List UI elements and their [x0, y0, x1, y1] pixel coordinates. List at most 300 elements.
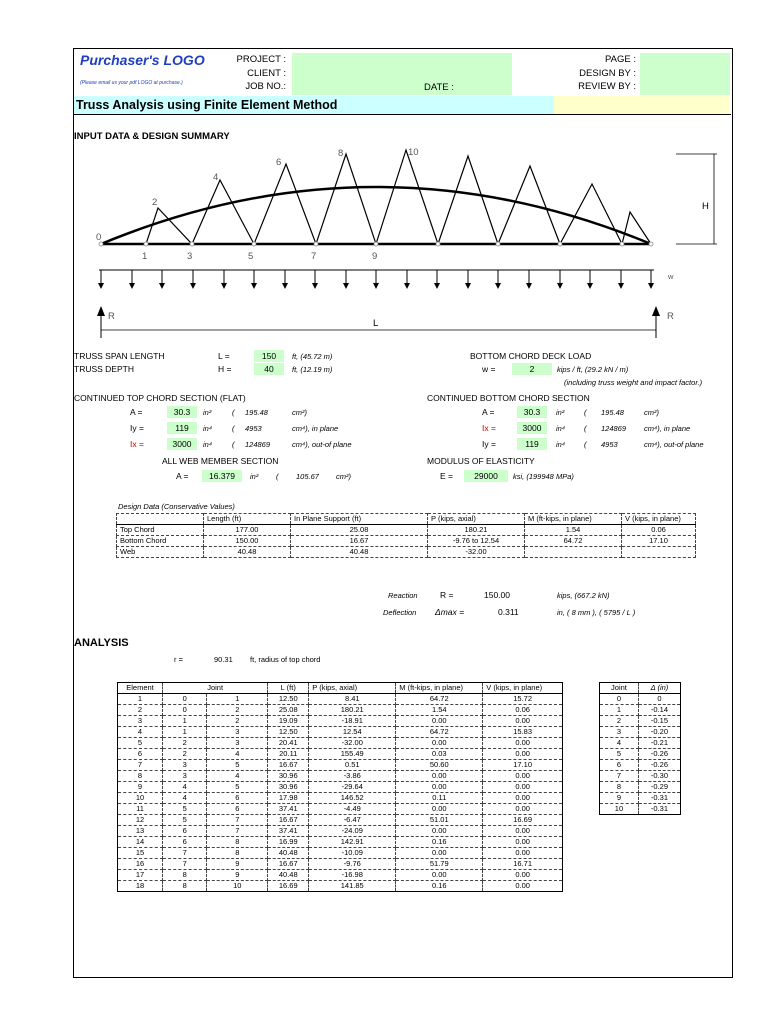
element-cell: 0.00 [396, 716, 483, 727]
joint-label-6: 6 [276, 157, 282, 168]
reaction-label: Reaction [388, 591, 418, 600]
joint-cell: 3 [600, 727, 639, 738]
deck-load-input[interactable]: 2 [512, 363, 552, 375]
joint-label-0: 0 [96, 232, 102, 243]
top-chord-section-label: CONTINUED TOP CHORD SECTION (FLAT) [74, 393, 246, 403]
element-cell: 16.67 [268, 815, 309, 826]
web-area-input[interactable]: 16.379 [202, 470, 242, 482]
element-cell: 12 [118, 815, 163, 826]
joint-label-1: 1 [142, 251, 148, 262]
element-cell: 51.01 [396, 815, 483, 826]
element-cell: -9.76 [309, 859, 396, 870]
dd-cell: 40.48 [204, 547, 291, 558]
bc-area-si-unit: cm²) [644, 408, 659, 417]
joint-cell: 4 [600, 738, 639, 749]
joint-cell: 0 [600, 694, 639, 705]
element-cell: 19.09 [268, 716, 309, 727]
modulus-symbol: E = [440, 471, 453, 481]
modulus-input[interactable]: 29000 [464, 470, 508, 482]
element-cell: 0.00 [483, 749, 563, 760]
joint-cell: -0.29 [638, 782, 680, 793]
element-cell: 0.00 [396, 848, 483, 859]
joint-label-9: 9 [372, 251, 378, 262]
element-cell: 0.06 [483, 705, 563, 716]
element-cell: 17.10 [483, 760, 563, 771]
element-cell: 30.96 [268, 782, 309, 793]
element-cell: 12.50 [268, 727, 309, 738]
element-cell: 51.79 [396, 859, 483, 870]
tc-ix-paren: ( [232, 440, 235, 449]
dd-cell [525, 547, 622, 558]
element-cell: 8 [163, 881, 207, 892]
reaction-right-head [652, 306, 660, 316]
element-cell: -16.98 [309, 870, 396, 881]
table-row [600, 771, 681, 782]
element-cell: 0.00 [396, 826, 483, 837]
deck-load-unit: kips / ft, (29.2 kN / m) [557, 365, 629, 374]
element-cell: 7 [163, 859, 207, 870]
element-cell: 0.16 [396, 881, 483, 892]
element-cell: 16.67 [268, 859, 309, 870]
span-unit: ft, (45.72 m) [292, 352, 333, 361]
tc-ix-input[interactable]: 3000 [167, 438, 197, 450]
deflection-label: Deflection [383, 608, 417, 617]
element-cell: 15.83 [483, 727, 563, 738]
reaction-left-head [97, 306, 105, 316]
table-row [600, 793, 681, 804]
reaction-unit: kips, (667.2 kN) [557, 591, 610, 600]
element-cell: 3 [163, 760, 207, 771]
deflection-unit: in, ( 8 mm ), ( 5795 / L ) [557, 608, 636, 617]
tc-iy-si: 4953 [245, 424, 262, 433]
reaction-symbol: R = [440, 590, 454, 600]
tc-ix-symbol: Ix = [130, 439, 144, 449]
element-cell: 8 [163, 870, 207, 881]
table-row [117, 547, 696, 558]
element-cell: 0.11 [396, 793, 483, 804]
table-row [118, 881, 563, 892]
table-row [600, 727, 681, 738]
table-row [118, 782, 563, 793]
element-cell: 11 [118, 804, 163, 815]
bc-ix-symbol: Ix = [482, 423, 496, 433]
input-section-heading: INPUT DATA & DESIGN SUMMARY [74, 131, 230, 142]
bc-area-input[interactable]: 30.3 [517, 406, 547, 418]
tc-iy-paren: ( [232, 424, 235, 433]
element-cell: 1.54 [396, 705, 483, 716]
element-cell: 4 [163, 793, 207, 804]
element-cell: 7 [207, 826, 268, 837]
span-input[interactable]: 150 [254, 350, 284, 362]
element-cell: 0.00 [483, 826, 563, 837]
element-cell: 10 [118, 793, 163, 804]
element-cell: 2 [163, 738, 207, 749]
joint-cell: -0.26 [638, 760, 680, 771]
deck-load-note: (including truss weight and impact factor.) [564, 378, 703, 387]
element-cell: 0.00 [396, 782, 483, 793]
element-cell: 37.41 [268, 804, 309, 815]
element-cell: 0.00 [483, 793, 563, 804]
web-members [101, 150, 651, 244]
bc-area-paren: ( [584, 408, 587, 417]
element-cell: 155.49 [309, 749, 396, 760]
table-row [118, 848, 563, 859]
table-row [118, 793, 563, 804]
jt-header-delta: Δ (in) [638, 683, 680, 694]
dd-header-2: In Plane Support (ft) [291, 514, 428, 525]
element-cell: 3 [163, 771, 207, 782]
el-header-v: V (kips, in plane) [483, 683, 563, 694]
table-row [600, 694, 681, 705]
bc-iy-unit: in⁴ [556, 440, 566, 449]
element-cell: 12.50 [268, 694, 309, 705]
element-cell: 18 [118, 881, 163, 892]
deck-load-symbol: w = [482, 364, 496, 374]
tc-iy-si-unit: cm⁴), in plane [292, 424, 339, 433]
dd-cell: Top Chord [117, 525, 204, 536]
title-band-right [554, 96, 730, 114]
element-cell: 16.67 [268, 760, 309, 771]
table-row [118, 771, 563, 782]
deck-load-label: BOTTOM CHORD DECK LOAD [470, 351, 592, 361]
tc-area-unit: in² [203, 408, 212, 417]
bc-iy-si: 4953 [601, 440, 618, 449]
tc-iy-symbol: Iy = [130, 423, 144, 433]
joint-cell: 7 [600, 771, 639, 782]
joint-label-5: 5 [248, 251, 254, 262]
element-cell: 8 [118, 771, 163, 782]
element-cell: 40.48 [268, 870, 309, 881]
el-header-p: P (kips, axial) [309, 683, 396, 694]
element-cell: 2 [207, 716, 268, 727]
bc-iy-input[interactable]: 119 [517, 438, 547, 450]
title-band-line [74, 114, 731, 115]
bc-area-symbol: A = [482, 407, 495, 417]
element-cell: 16 [118, 859, 163, 870]
deflection-symbol: Δmax = [435, 607, 465, 617]
depth-input[interactable]: 40 [254, 363, 284, 375]
table-row [118, 804, 563, 815]
element-cell: 12.54 [309, 727, 396, 738]
table-row [118, 760, 563, 771]
bc-iy-si-unit: cm⁴), out-of plane [644, 440, 704, 449]
element-cell: -6.47 [309, 815, 396, 826]
joint-cell: 6 [600, 760, 639, 771]
tc-ix-si-unit: cm⁴), out-of plane [292, 440, 352, 449]
element-cell: 4 [163, 782, 207, 793]
table-row [118, 749, 563, 760]
tc-area-paren: ( [232, 408, 235, 417]
dd-header-0 [117, 514, 204, 525]
dd-cell: Bottom Chord [117, 536, 204, 547]
element-cell: 5 [163, 815, 207, 826]
joint-cell: -0.15 [638, 716, 680, 727]
bc-ix-si-unit: cm⁴), in plane [644, 424, 691, 433]
element-cell: 0.00 [483, 837, 563, 848]
tc-ix-unit: in⁴ [203, 440, 213, 449]
element-cell: 5 [118, 738, 163, 749]
table-row [118, 815, 563, 826]
element-cell: 40.48 [268, 848, 309, 859]
bottom-chord-section-label: CONTINUED BOTTOM CHORD SECTION [427, 393, 590, 403]
el-header-m: M (ft-kips, in plane) [396, 683, 483, 694]
element-results-table [117, 682, 563, 892]
tc-iy-input[interactable]: 119 [167, 422, 197, 434]
element-cell: 15.72 [483, 694, 563, 705]
tc-ix-si: 124869 [245, 440, 271, 449]
element-cell: 141.85 [309, 881, 396, 892]
element-cell: 15 [118, 848, 163, 859]
table-row [600, 760, 681, 771]
element-cell: 0 [163, 694, 207, 705]
element-cell: 0.51 [309, 760, 396, 771]
joint-cell: -0.14 [638, 705, 680, 716]
sheet-title: Truss Analysis using Finite Element Method [76, 98, 338, 112]
element-cell: -3.86 [309, 771, 396, 782]
element-cell: 0.00 [396, 771, 483, 782]
joint-label-4: 4 [213, 172, 219, 183]
span-length-label: TRUSS SPAN LENGTH [74, 351, 165, 361]
element-cell: 0.00 [396, 870, 483, 881]
joint-cell: -0.30 [638, 771, 680, 782]
dd-cell [622, 547, 696, 558]
depth-label: TRUSS DEPTH [74, 364, 134, 374]
element-cell: 64.72 [396, 727, 483, 738]
reaction-value: 150.00 [484, 590, 510, 600]
dd-cell: 64.72 [525, 536, 622, 547]
dd-cell: -32.00 [428, 547, 525, 558]
tc-area-si-unit: cm²) [292, 408, 307, 417]
dd-cell: 40.48 [291, 547, 428, 558]
el-header-joint: Joint [163, 683, 268, 694]
logo-title: Purchaser's LOGO [80, 52, 205, 68]
element-cell: 2 [118, 705, 163, 716]
element-cell: 180.21 [309, 705, 396, 716]
bc-area-unit: in² [556, 408, 565, 417]
bc-iy-symbol: Iy = [482, 439, 496, 449]
element-cell: 0.00 [483, 870, 563, 881]
radius-value: 90.31 [214, 655, 233, 664]
review-by-label: REVIEW BY : [578, 81, 636, 92]
joint-cell: 0 [638, 694, 680, 705]
element-cell: -32.00 [309, 738, 396, 749]
el-header-length: L (ft) [268, 683, 309, 694]
element-cell: 0.00 [483, 738, 563, 749]
table-row [117, 536, 696, 547]
element-cell: 5 [207, 760, 268, 771]
element-cell: 6 [163, 837, 207, 848]
element-cell: 2 [163, 749, 207, 760]
element-cell: 0.00 [483, 771, 563, 782]
element-cell: 5 [163, 804, 207, 815]
web-area-si-unit: cm²) [336, 472, 351, 481]
element-cell: 0.00 [483, 881, 563, 892]
design-data-caption: Design Data (Conservative Values) [118, 502, 235, 511]
element-cell: 9 [207, 859, 268, 870]
dd-cell: -9.76 to 12.54 [428, 536, 525, 547]
element-cell: 0.00 [396, 804, 483, 815]
load-label: w [668, 272, 674, 281]
table-row [118, 826, 563, 837]
tc-area-si: 195.48 [245, 408, 268, 417]
element-cell: 0.00 [483, 716, 563, 727]
bc-area-si: 195.48 [601, 408, 624, 417]
element-cell: 20.41 [268, 738, 309, 749]
element-cell: 16.99 [268, 837, 309, 848]
element-cell: 37.41 [268, 826, 309, 837]
dd-cell: 17.10 [622, 536, 696, 547]
element-cell: 8 [207, 848, 268, 859]
element-cell: 1 [118, 694, 163, 705]
depth-symbol: H = [218, 364, 232, 374]
element-cell: 0.00 [396, 738, 483, 749]
joint-cell: 10 [600, 804, 639, 815]
joint-label-3: 3 [187, 251, 193, 262]
joint-header-row [600, 683, 681, 694]
element-cell: -24.09 [309, 826, 396, 837]
dd-cell: 16.67 [291, 536, 428, 547]
web-area-si: 105.67 [296, 472, 319, 481]
bc-iy-paren: ( [584, 440, 587, 449]
element-cell: 17.98 [268, 793, 309, 804]
element-cell: 5 [207, 782, 268, 793]
web-area-symbol: A = [176, 471, 189, 481]
element-cell: 0.00 [483, 848, 563, 859]
element-cell: 8 [207, 837, 268, 848]
table-row [118, 716, 563, 727]
table-row [600, 782, 681, 793]
page-info-field[interactable] [640, 53, 730, 95]
joint-cell: 2 [600, 716, 639, 727]
tc-area-input[interactable]: 30.3 [167, 406, 197, 418]
span-label: L [373, 318, 379, 329]
table-row [600, 749, 681, 760]
element-cell: 30.96 [268, 771, 309, 782]
element-cell: 6 [207, 804, 268, 815]
element-cell: 14 [118, 837, 163, 848]
element-cell: 3 [207, 727, 268, 738]
joint-label-7: 7 [311, 251, 317, 262]
span-symbol: L = [218, 351, 230, 361]
el-header-element: Element [118, 683, 163, 694]
element-cell: 16.69 [483, 815, 563, 826]
joint-cell: -0.31 [638, 793, 680, 804]
reaction-left-label: R [108, 311, 115, 322]
element-cell: 9 [118, 782, 163, 793]
element-cell: -18.91 [309, 716, 396, 727]
modulus-label: MODULUS OF ELASTICITY [427, 456, 535, 466]
joint-cell: -0.21 [638, 738, 680, 749]
bc-ix-si: 124869 [601, 424, 627, 433]
element-cell: 4 [207, 749, 268, 760]
joint-label-10: 10 [408, 147, 419, 158]
table-row [118, 705, 563, 716]
modulus-unit: ksi, (199948 MPa) [513, 472, 574, 481]
element-cell: 50.60 [396, 760, 483, 771]
joint-deflection-table [599, 682, 681, 815]
web-area-paren: ( [276, 472, 279, 481]
element-cell: -4.49 [309, 804, 396, 815]
table-row [600, 716, 681, 727]
design-data-table [116, 513, 696, 558]
dd-header-5: V (kips, in plane) [622, 514, 696, 525]
element-cell: 0.00 [483, 782, 563, 793]
radius-symbol: r = [174, 655, 183, 664]
web-area-unit: in² [250, 472, 259, 481]
dd-cell: 25.08 [291, 525, 428, 536]
element-cell: 16.69 [268, 881, 309, 892]
element-header-row [118, 683, 563, 694]
radius-unit: ft, radius of top chord [250, 655, 321, 664]
height-label: H [702, 201, 709, 212]
bc-ix-input[interactable]: 3000 [517, 422, 547, 434]
depth-unit: ft, (12.19 m) [292, 365, 333, 374]
dd-cell: 1.54 [525, 525, 622, 536]
joint-label-2: 2 [152, 197, 158, 208]
jt-header-joint: Joint [600, 683, 639, 694]
element-cell: 6 [118, 749, 163, 760]
joint-cell: 5 [600, 749, 639, 760]
joint-label-8: 8 [338, 148, 344, 159]
table-row [118, 727, 563, 738]
project-field[interactable] [292, 53, 512, 95]
design-by-label: DESIGN BY : [579, 68, 636, 79]
dd-header-3: P (kips, axial) [428, 514, 525, 525]
element-cell: 9 [207, 870, 268, 881]
joint-cell: 1 [600, 705, 639, 716]
element-cell: 3 [207, 738, 268, 749]
table-row [118, 837, 563, 848]
element-cell: -10.09 [309, 848, 396, 859]
design-data-header-row [117, 514, 696, 525]
table-row [117, 525, 696, 536]
element-cell: 13 [118, 826, 163, 837]
page-label: PAGE : [605, 54, 636, 65]
element-cell: 2 [207, 705, 268, 716]
joint-cell: -0.31 [638, 804, 680, 815]
element-cell: 6 [163, 826, 207, 837]
element-cell: 64.72 [396, 694, 483, 705]
element-cell: 16.71 [483, 859, 563, 870]
element-cell: 7 [163, 848, 207, 859]
table-row [118, 694, 563, 705]
bc-ix-paren: ( [584, 424, 587, 433]
reaction-right-label: R [667, 311, 674, 322]
element-cell: 20.11 [268, 749, 309, 760]
element-cell: 0.03 [396, 749, 483, 760]
deflection-value: 0.311 [498, 607, 519, 617]
element-cell: 1 [163, 716, 207, 727]
element-cell: 0.00 [483, 804, 563, 815]
table-row [600, 705, 681, 716]
bc-ix-unit: in⁴ [556, 424, 566, 433]
table-row [118, 859, 563, 870]
joint-cell: -0.26 [638, 749, 680, 760]
element-cell: 7 [207, 815, 268, 826]
dd-cell: 0.06 [622, 525, 696, 536]
element-cell: 10 [207, 881, 268, 892]
web-section-label: ALL WEB MEMBER SECTION [162, 456, 279, 466]
dd-cell: 177.00 [204, 525, 291, 536]
dd-header-4: M (ft-kips, in plane) [525, 514, 622, 525]
element-cell: 1 [163, 727, 207, 738]
project-label: PROJECT : [236, 54, 286, 65]
date-label: DATE : [424, 82, 454, 93]
joint-cell: 8 [600, 782, 639, 793]
dd-cell: Web [117, 547, 204, 558]
joint-cell: -0.20 [638, 727, 680, 738]
table-row [118, 738, 563, 749]
